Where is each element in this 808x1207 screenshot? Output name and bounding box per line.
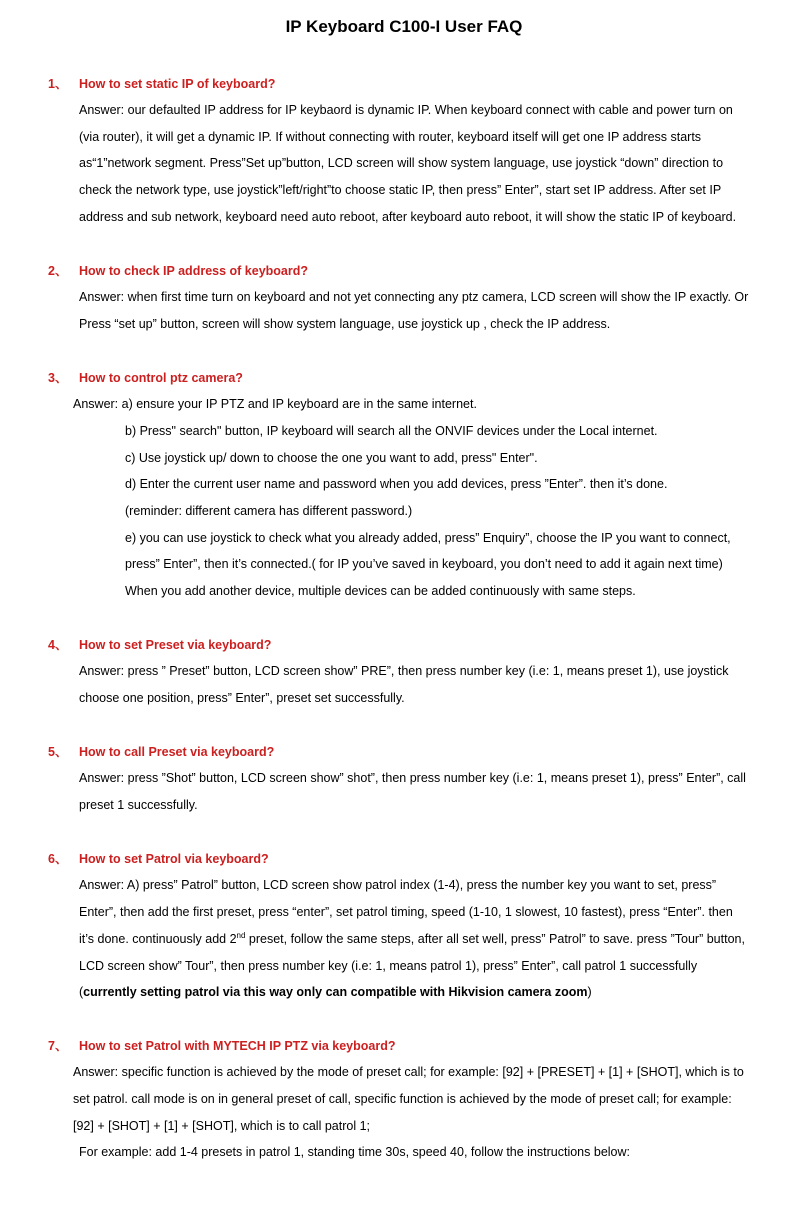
page-title: IP Keyboard C100-I User FAQ	[285, 17, 523, 36]
answer-line: Enter”, then add the first preset, press “enter”, set patrol timing, speed (1-10, 1 slowest, 10 fastest), press “Enter”. then	[79, 905, 733, 919]
answer-line: Answer: when first time turn on keyboard and not yet connecting any ptz camera, LCD screen will show the IP exactly. Or	[79, 290, 749, 304]
question-number: 3、	[48, 371, 68, 385]
answer-line: [92] + [SHOT] + [1] + [SHOT], which is to call patrol 1;	[73, 1119, 370, 1133]
answer-line	[79, 984, 592, 1000]
answer-line: LCD screen show” Tour”, then press number key (i.e: 1, means patrol 1), press” Enter”, call patrol 1 successfully	[79, 959, 698, 973]
question-text: How to set static IP of keyboard?	[79, 77, 276, 91]
answer-line: check the network type, use joystick”left/right”to choose static IP, then press” Enter”, start set IP address. After set IP	[79, 183, 722, 197]
answer-line: (reminder: different camera has different password.)	[125, 504, 413, 518]
answer-line: preset 1 successfully.	[79, 798, 198, 812]
question-text: How to set Patrol via keyboard?	[79, 852, 269, 866]
answer-line: e) you can use joystick to check what you already added, press” Enquiry”, choose the IP you want to connect,	[125, 531, 731, 545]
answer-line: set patrol. call mode is on in general preset of call, specific function is achieved by the mode of preset call; for example:	[73, 1092, 732, 1106]
answer-line: c) Use joystick up/ down to choose the one you want to add, press" Enter".	[125, 451, 538, 465]
answer-line	[79, 931, 745, 947]
answer-line: Press “set up” button, screen will show system language, use joystick up , check the IP address.	[79, 317, 611, 331]
answer-text: it’s done. continuously add 2	[79, 932, 237, 946]
question-number: 2、	[48, 264, 68, 278]
answer-line: d) Enter the current user name and password when you add devices, press ”Enter”. then it’s done.	[125, 477, 668, 491]
answer-line: choose one position, press” Enter”, preset set successfully.	[79, 691, 405, 705]
question-number: 4、	[48, 638, 68, 652]
question-number: 7、	[48, 1039, 68, 1053]
answer-line: as“1”network segment. Press”Set up”button, LCD screen will show system language, use joystick “down” direction to	[79, 156, 724, 170]
answer-line: (via router), it will get a dynamic IP. If without connecting with router, keyboard itself will get one IP address starts	[79, 130, 702, 144]
compatibility-note: currently setting patrol via this way only can compatible with Hikvision camera zoom	[83, 985, 588, 999]
question-text: How to check IP address of keyboard?	[79, 264, 309, 278]
answer-line: For example: add 1-4 presets in patrol 1, standing time 30s, speed 40, follow the instructions below:	[79, 1145, 630, 1159]
answer-line: Answer: a) ensure your IP PTZ and IP keyboard are in the same internet.	[73, 397, 477, 411]
answer-line: press” Enter”, then it’s connected.( for IP you’ve saved in keyboard, you don’t need to add it again next time)	[125, 557, 723, 571]
question-number: 1、	[48, 77, 68, 91]
ordinal-suffix: nd	[236, 930, 246, 940]
answer-line: Answer: press ”Shot” button, LCD screen show” shot”, then press number key (i.e: 1, means preset 1), press” Enter”, call	[79, 771, 746, 785]
question-number: 5、	[48, 745, 68, 759]
answer-text: preset, follow the same steps, after all set well, press” Patrol” to save. press ”Tour” button,	[245, 932, 745, 946]
answer-line: Answer: specific function is achieved by the mode of preset call; for example: [92] + [PRESET] + [1] + [SHOT], which is to	[73, 1065, 744, 1079]
question-text: How to set Patrol with MYTECH IP PTZ via keyboard?	[79, 1039, 396, 1053]
answer-line: Answer: press ” Preset” button, LCD screen show” PRE”, then press number key (i.e: 1, means preset 1), use joystick	[79, 664, 729, 678]
answer-line: address and sub network, keyboard need auto reboot, after keyboard auto reboot, it will show the static IP of keyboard.	[79, 210, 737, 224]
question-text: How to call Preset via keyboard?	[79, 745, 275, 759]
answer-line: b) Press" search" button, IP keyboard will search all the ONVIF devices under the Local internet.	[125, 424, 658, 438]
answer-line: When you add another device, multiple devices can be added continuously with same steps.	[125, 584, 636, 598]
paren-close: )	[587, 985, 592, 999]
question-text: How to set Preset via keyboard?	[79, 638, 272, 652]
paren-open: (	[79, 985, 84, 999]
question-text: How to control ptz camera?	[79, 371, 243, 385]
question-number: 6、	[48, 852, 68, 866]
answer-line: Answer: our defaulted IP address for IP keybaord is dynamic IP. When keyboard connect with cable and power turn on	[79, 103, 733, 117]
answer-line: Answer: A) press” Patrol” button, LCD screen show patrol index (1-4), press the number key you want to set, press”	[79, 878, 717, 892]
